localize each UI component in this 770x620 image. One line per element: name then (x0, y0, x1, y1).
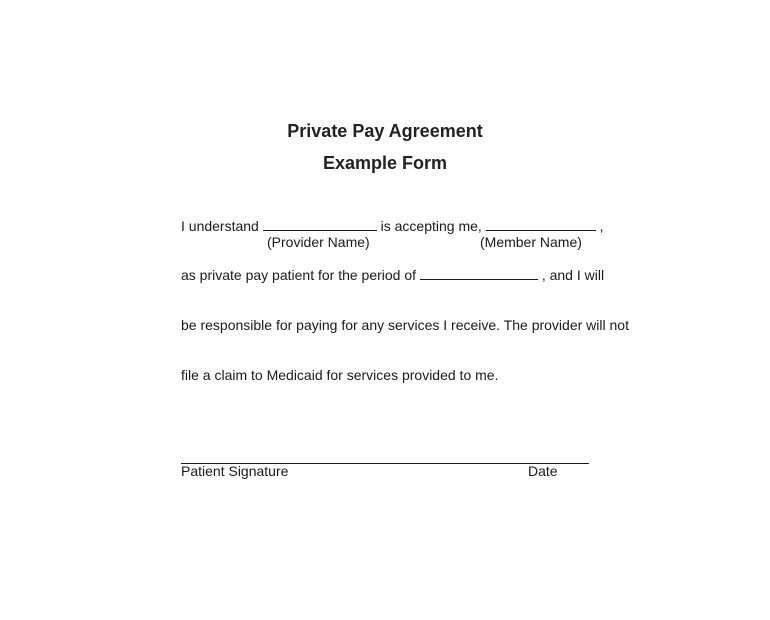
period-blank[interactable] (420, 267, 538, 280)
form-subtitle: Example Form (322, 153, 448, 173)
member-name-blank[interactable] (486, 218, 596, 231)
form-title: Private Pay Agreement (287, 121, 483, 141)
provider-name-caption: (Provider Name) (267, 234, 370, 250)
agreement-line-4: file a claim to Medicaid for services provided to me. (181, 367, 499, 383)
agreement-line-1 (181, 218, 603, 234)
provider-name-blank[interactable] (263, 218, 377, 231)
agreement-line-2 (181, 267, 604, 283)
date-label: Date (528, 463, 558, 479)
line1-text-1: I understand (181, 218, 259, 234)
member-name-caption: (Member Name) (480, 234, 582, 250)
agreement-line-3: be responsible for paying for any services I receive. The provider will not (181, 317, 629, 333)
line2-text-1: as private pay patient for the period of (181, 267, 417, 283)
line1-text-3: , (599, 218, 604, 234)
patient-signature-label: Patient Signature (181, 463, 289, 479)
line1-text-2: is accepting me, (380, 218, 482, 234)
line2-text-2: , and I will (541, 267, 605, 283)
